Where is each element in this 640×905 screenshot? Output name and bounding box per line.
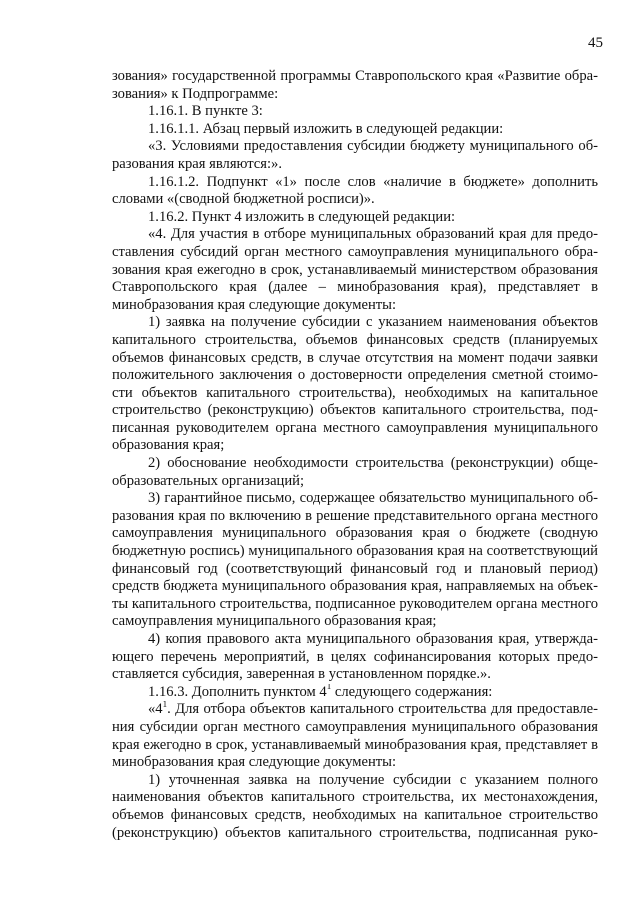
superscript: 1 xyxy=(162,701,168,709)
text-line: бюджетную роспись) муниципального образования края на соответствующий xyxy=(112,543,598,560)
text-line: сти объектов капитального строительства), необходимых на капитальное xyxy=(112,384,598,401)
text-line: зования» государственной программы Ставропольского края «Развитие обра- xyxy=(112,68,598,84)
text-line: 1.16.1.1. Абзац первый изложить в следующей редакции: xyxy=(148,120,504,137)
text-line: Ставропольского края (далее – минобразования края), представляет в xyxy=(112,279,598,296)
superscript: 1 xyxy=(326,683,332,691)
text-line-part: 1.16.3. Дополнить пунктом 4 xyxy=(148,683,327,700)
text-line: ющего перечень мероприятий, в целях софинансирования которых предо- xyxy=(112,648,598,665)
text-line-part: . Для отбора объектов капитального строительства для предоставле- xyxy=(167,701,598,718)
text-line: писанная руководителем органа местного самоуправления муниципального xyxy=(112,419,598,436)
page-number: 45 xyxy=(588,35,603,51)
text-line: 1) уточненная заявка на получение субсидии с указанием полного xyxy=(148,771,598,788)
text-line: разования края по включению в решение представительного органа местного xyxy=(112,507,598,524)
text-line: 1.16.1.2. Подпункт «1» после слов «наличие в бюджете» дополнить xyxy=(148,173,598,190)
text-line: самоуправления муниципального образования края о бюджете (сводную xyxy=(112,525,598,542)
text-line: минобразования края следующие документы: xyxy=(112,296,397,313)
text-line: ставления субсидий орган местного самоуправления муниципального обра- xyxy=(112,243,598,260)
text-line: 1.16.2. Пункт 4 изложить в следующей редакции: xyxy=(148,208,456,225)
text-line: 2) обоснование необходимости строительства (реконструкции) обще- xyxy=(148,455,598,472)
text-line: зования края ежегодно в срок, устанавливаемый министерством образования xyxy=(112,261,598,278)
text-line: образовательных организаций; xyxy=(112,472,305,489)
text-line: (реконструкцию) объектов капитального строительства, подписанная руко- xyxy=(112,824,598,841)
text-line: минобразования края следующие документы: xyxy=(112,754,397,771)
text-line: словами «(сводной бюджетной росписи)». xyxy=(112,191,375,208)
text-line: самоуправления муниципального образования края; xyxy=(112,613,437,630)
text-line: «4. Для участия в отборе муниципальных образований края для предо- xyxy=(148,226,598,243)
text-line: 1.16.1. В пункте 3: xyxy=(148,103,263,120)
text-line xyxy=(112,684,598,702)
text-line: 3) гарантийное письмо, содержащее обязательство муниципального об- xyxy=(148,490,598,507)
text-line: объемов финансовых средств, в случае отсутствия на момент подачи заявки xyxy=(112,349,598,366)
text-line: «3. Условиями предоставления субсидии бюджету муниципального об- xyxy=(148,138,598,155)
text-line: объемов финансовых средств, необходимых на капитальное строительство xyxy=(112,806,598,823)
text-line-part: «4 xyxy=(148,701,163,718)
text-line: средств бюджета муниципального образования края, направляемых на объек- xyxy=(112,578,598,595)
text-line: 4) копия правового акта муниципального образования края, утвержда- xyxy=(148,631,598,647)
text-line: разования края являются:». xyxy=(112,155,282,172)
text-line: зования» к Подпрограмме: xyxy=(112,85,279,102)
text-line: строительство (реконструкцию) объектов капитального строительства, под- xyxy=(112,402,598,419)
text-line: положительного заключения о достоверности определения сметной стоимо- xyxy=(112,367,598,384)
text-line: капитального строительства, объемов финансовых средств (планируемых xyxy=(112,331,598,348)
text-line-part: следующего содержания: xyxy=(331,683,493,700)
body-text xyxy=(112,68,598,842)
text-line: 1) заявка на получение субсидии с указанием наименования объектов xyxy=(148,314,598,331)
text-line: края ежегодно в срок, устанавливаемый минобразования края, представляет в xyxy=(112,736,598,753)
text-line: ния субсидии орган местного самоуправления муниципального образования xyxy=(112,718,598,735)
text-line: финансовый год (соответствующий финансовый год и плановый период) xyxy=(112,560,598,577)
text-line: ставляется субсидия, заверенная в установленном порядке.». xyxy=(112,666,491,683)
text-line: ты капитального строительства, подписанное руководителем органа местного xyxy=(112,595,598,612)
text-line: образования края; xyxy=(112,437,225,454)
text-line: наименования объектов капитального строительства, их местонахождения, xyxy=(112,789,598,806)
text-line xyxy=(112,701,598,719)
